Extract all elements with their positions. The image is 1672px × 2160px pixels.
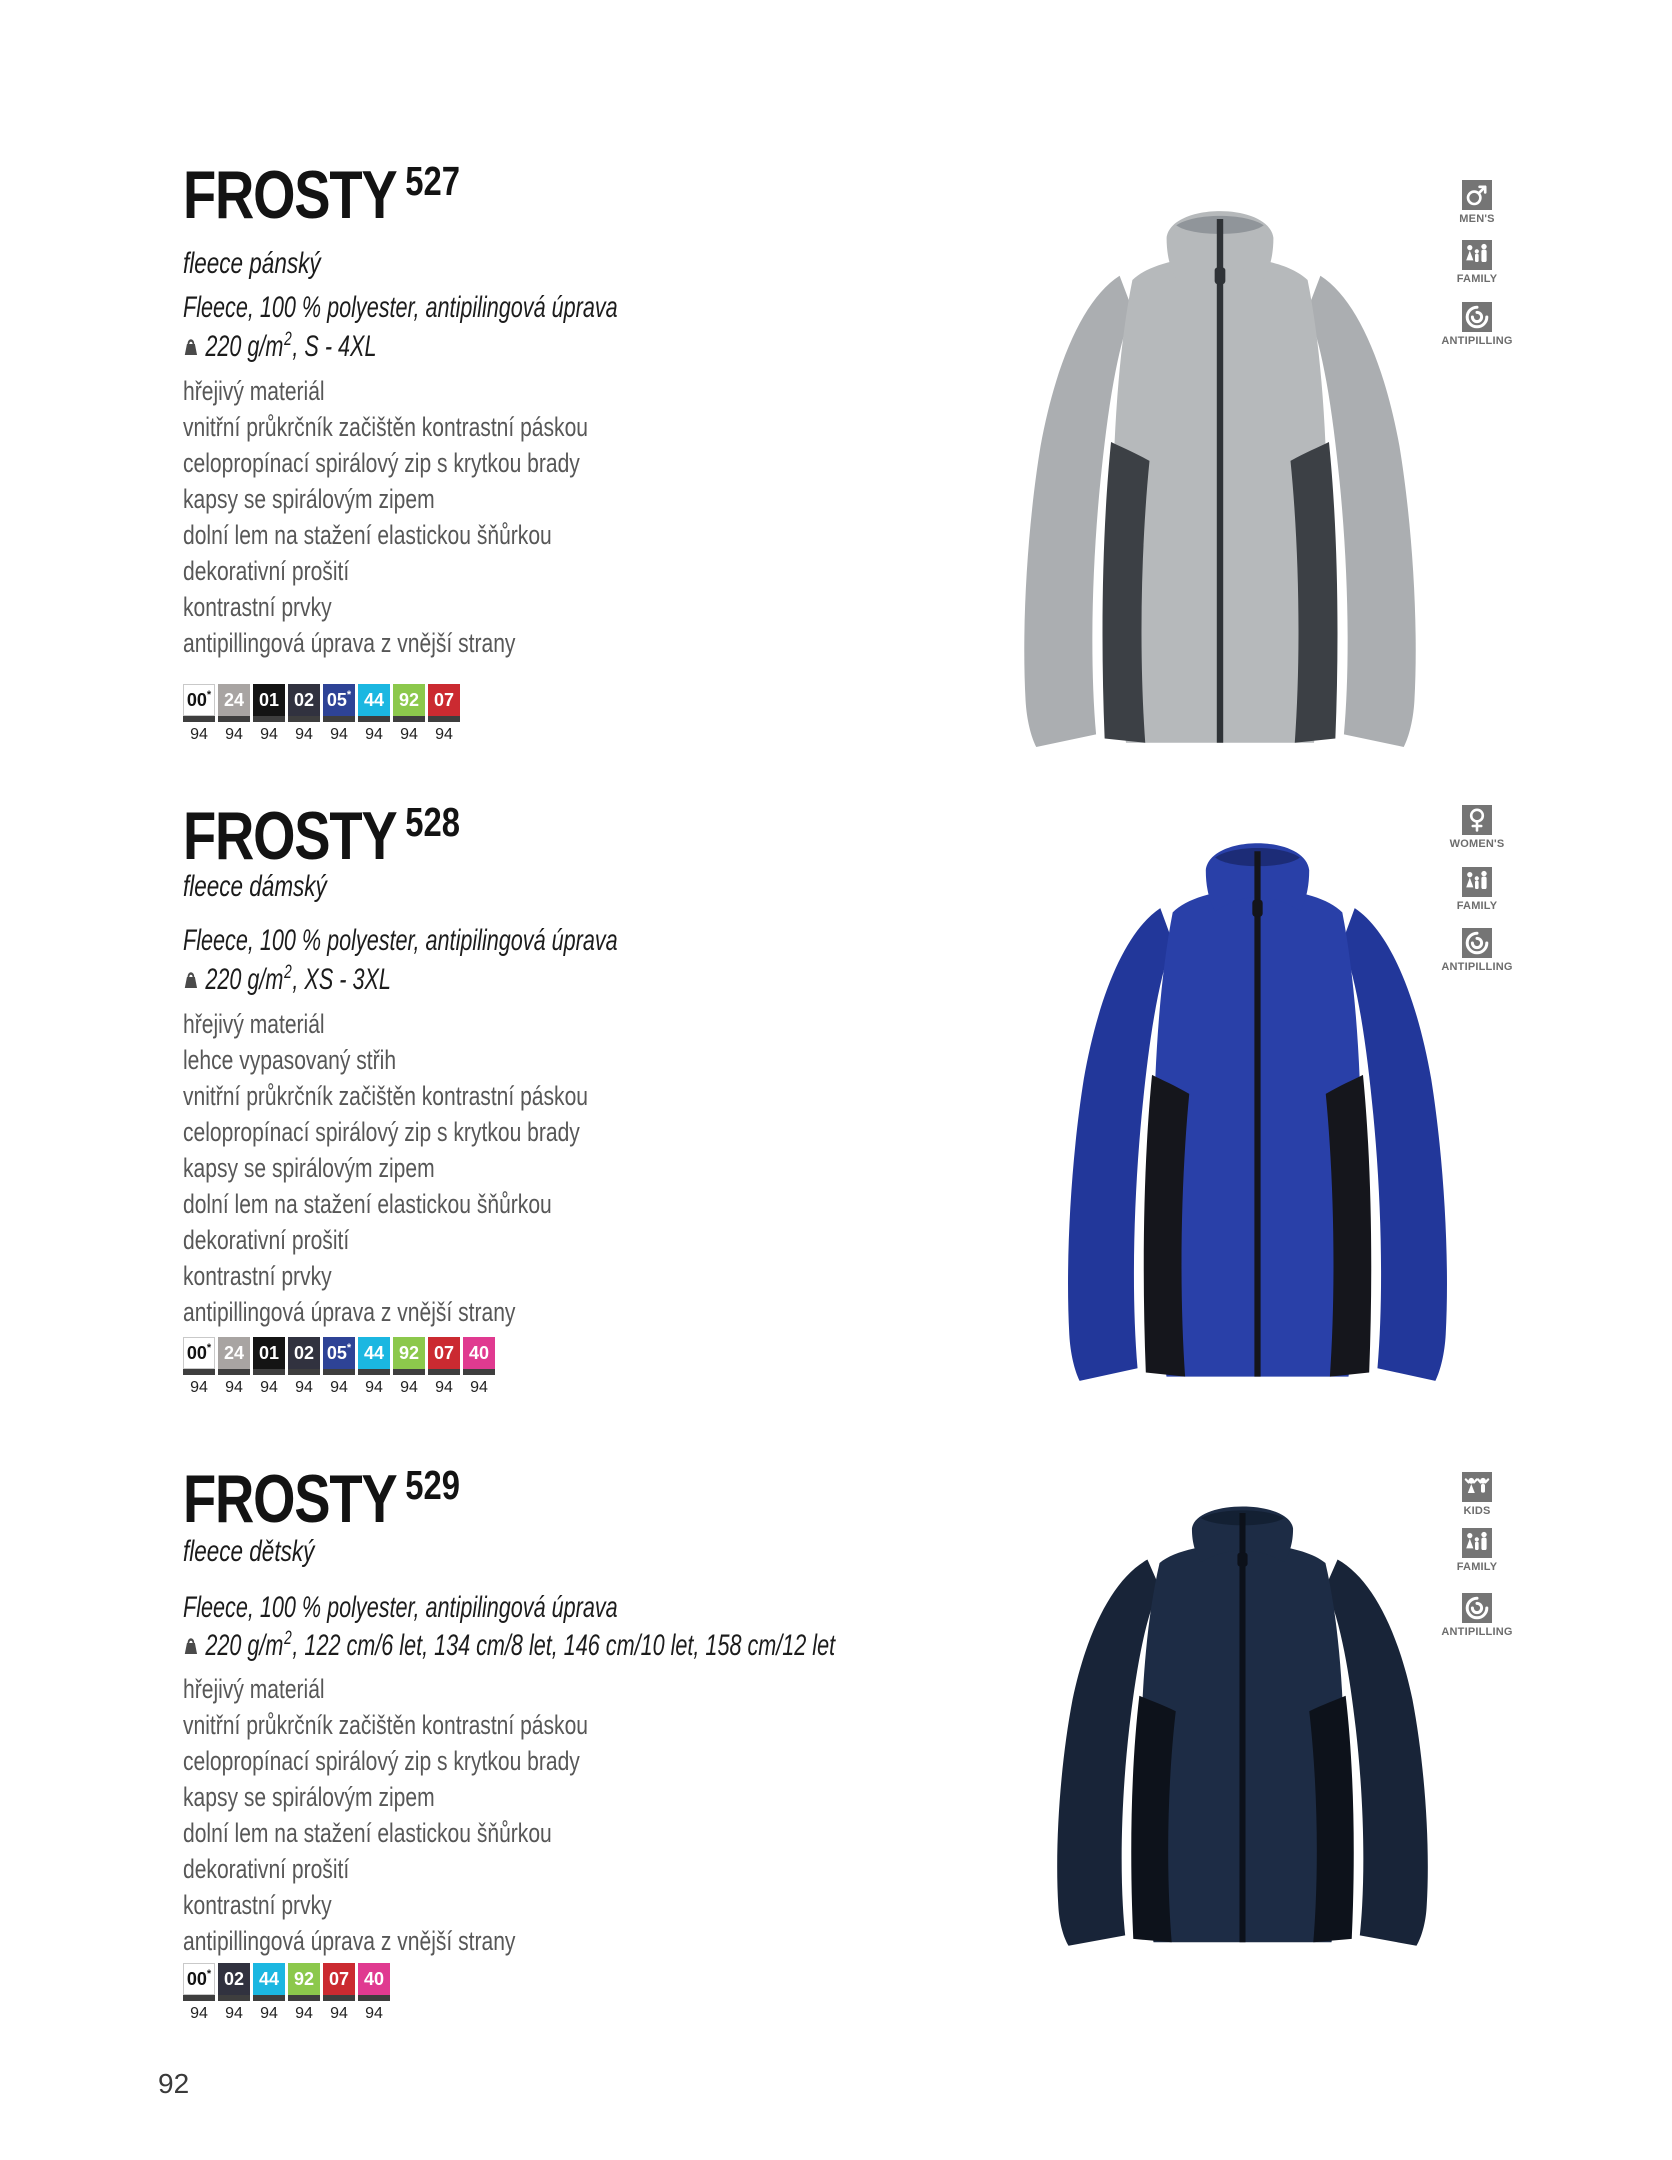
product-code: 527 (405, 158, 460, 204)
jacket-zipper (1217, 219, 1223, 743)
color-swatch-row (183, 1963, 390, 2023)
color-chip: 92 (288, 1963, 320, 1995)
feature-list (183, 373, 588, 661)
chip-size: 94 (330, 2005, 348, 2022)
chip-bar (463, 1369, 495, 1375)
color-swatch (393, 684, 425, 744)
badge-mens (1459, 180, 1495, 225)
color-chip: 92 (393, 684, 425, 716)
badge-womens (1449, 805, 1505, 850)
family-icon (1462, 1528, 1492, 1558)
chip-size: 94 (330, 726, 348, 743)
feature-line: vnitřní průkrčník začištěn kontrastní páskou (183, 412, 589, 442)
feature-line: hřejivý materiál (183, 376, 325, 406)
chip-size: 94 (400, 1379, 418, 1396)
color-swatch (183, 1337, 215, 1397)
chip-bar (253, 1995, 285, 2001)
jacket-zipper-pull (1237, 1553, 1247, 1567)
color-swatch-row (183, 684, 460, 744)
color-chip: 01 (253, 684, 285, 716)
feature-line: antipillingová úprava z vnější strany (183, 1926, 516, 1956)
color-swatch (463, 1337, 495, 1397)
womens-icon (1462, 805, 1492, 835)
color-swatch (218, 1337, 250, 1397)
chip-size: 94 (365, 2005, 383, 2022)
feature-line: hřejivý materiál (183, 1674, 325, 1704)
color-chip: 00 * (183, 684, 215, 716)
chip-bar (288, 1369, 320, 1375)
color-swatch (323, 1337, 355, 1397)
feature-line: antipillingová úprava z vnější strany (183, 1297, 516, 1327)
product-code: 528 (405, 799, 460, 845)
color-swatch (428, 1337, 460, 1397)
color-chip: 02 (218, 1963, 250, 1995)
color-swatch (183, 684, 215, 744)
color-chip: 00 * (183, 1337, 215, 1369)
weight-line (183, 1628, 835, 1663)
color-chip: 40 (463, 1337, 495, 1369)
jacket-zipper-pull (1215, 267, 1226, 284)
weight-text: 220 $g/m^2$, S - 4XL (205, 329, 377, 363)
chip-size: 94 (190, 2005, 208, 2022)
color-swatch (358, 1963, 390, 2023)
badge-kids (1462, 1472, 1492, 1517)
badge-label: MEN'S (1459, 213, 1495, 225)
chip-bar (358, 1369, 390, 1375)
kids-icon (1462, 1472, 1492, 1502)
antipilling-icon (1462, 1593, 1492, 1623)
color-swatch (253, 1337, 285, 1397)
product-name: FROSTY (183, 798, 397, 874)
badge-family (1456, 867, 1498, 912)
color-chip: 02 (288, 684, 320, 716)
color-swatch (253, 684, 285, 744)
badge-family (1456, 240, 1498, 285)
color-swatch (358, 1337, 390, 1397)
chip-size: 94 (225, 2005, 243, 2022)
chip-bar (428, 1369, 460, 1375)
feature-line: dolní lem na stažení elastickou šňůrkou (183, 520, 552, 550)
chip-size: 94 (470, 1379, 488, 1396)
chip-bar (428, 716, 460, 722)
product-subtitle: fleece dětský (183, 1535, 315, 1568)
product-title (183, 1463, 460, 1535)
chip-bar (183, 1369, 215, 1375)
weight-line (183, 962, 391, 997)
badge-label: ANTIPILLING (1441, 961, 1513, 973)
chip-bar (358, 716, 390, 722)
feature-line: dekorativní prošití (183, 1225, 350, 1255)
chip-bar (358, 1995, 390, 2001)
feature-line: dolní lem na stažení elastickou šňůrkou (183, 1818, 552, 1848)
color-chip: 24 (218, 684, 250, 716)
color-swatch (218, 684, 250, 744)
color-chip: 24 (218, 1337, 250, 1369)
color-swatch (393, 1337, 425, 1397)
chip-bar (288, 716, 320, 722)
chip-size: 94 (435, 726, 453, 743)
mens-icon (1462, 180, 1492, 210)
product-photo-mens-fleece (985, 158, 1455, 768)
material-line: Fleece, 100 % polyester, antipilingová úprava (183, 291, 618, 324)
badge-label: FAMILY (1456, 900, 1498, 912)
family-icon (1462, 867, 1492, 897)
color-swatch-row (183, 1337, 495, 1397)
chip-bar (253, 716, 285, 722)
chip-bar (218, 716, 250, 722)
product-title (183, 800, 460, 872)
family-icon (1462, 240, 1492, 270)
feature-list (183, 1006, 588, 1330)
badge-antipilling (1441, 1593, 1513, 1638)
chip-size: 94 (400, 726, 418, 743)
color-swatch (183, 1963, 215, 2023)
feature-line: kontrastní prvky (183, 592, 332, 622)
chip-size: 94 (225, 726, 243, 743)
badge-label: WOMEN'S (1449, 838, 1505, 850)
color-chip: 07 (323, 1963, 355, 1995)
badge-label: FAMILY (1456, 1561, 1498, 1573)
color-chip: 05 * (323, 684, 355, 716)
weight-line (183, 329, 376, 364)
feature-line: kapsy se spirálovým zipem (183, 1153, 435, 1183)
chip-bar (183, 716, 215, 722)
chip-size: 94 (295, 726, 313, 743)
chip-bar (323, 1369, 355, 1375)
product-name: FROSTY (183, 1461, 397, 1537)
badge-label: ANTIPILLING (1441, 335, 1513, 347)
product-subtitle: fleece pánský (183, 247, 321, 280)
product-code: 529 (405, 1462, 460, 1508)
color-chip: 44 (253, 1963, 285, 1995)
chip-bar (323, 716, 355, 722)
chip-size: 94 (260, 1379, 278, 1396)
feature-line: celopropínací spirálový zip s krytkou brady (183, 1746, 580, 1776)
color-chip: 92 (393, 1337, 425, 1369)
feature-line: kontrastní prvky (183, 1890, 332, 1920)
weight-text: 220 $g/m^2$, XS - 3XL (205, 962, 391, 996)
chip-bar (323, 1995, 355, 2001)
chip-size: 94 (435, 1379, 453, 1396)
color-chip: 07 (428, 1337, 460, 1369)
chip-size: 94 (295, 2005, 313, 2022)
chip-size: 94 (260, 726, 278, 743)
product-photo-kids-fleece (1020, 1463, 1465, 1963)
chip-bar (218, 1369, 250, 1375)
feature-line: vnitřní průkrčník začištěn kontrastní páskou (183, 1081, 589, 1111)
feature-line: vnitřní průkrčník začištěn kontrastní páskou (183, 1710, 589, 1740)
color-swatch (253, 1963, 285, 2023)
feature-line: celopropínací spirálový zip s krytkou brady (183, 448, 580, 478)
chip-size: 94 (260, 2005, 278, 2022)
chip-size: 94 (295, 1379, 313, 1396)
weight-icon (183, 1636, 199, 1656)
chip-size: 94 (365, 726, 383, 743)
antipilling-icon (1462, 928, 1492, 958)
feature-line: kontrastní prvky (183, 1261, 332, 1291)
color-chip: 05 * (323, 1337, 355, 1369)
color-swatch (428, 684, 460, 744)
product-title (183, 159, 460, 231)
antipilling-icon (1462, 302, 1492, 332)
chip-bar (393, 1369, 425, 1375)
color-chip: 07 (428, 684, 460, 716)
product-subtitle: fleece dámský (183, 870, 327, 903)
color-chip: 00 * (183, 1963, 215, 1995)
jacket-zipper (1239, 1513, 1245, 1942)
badge-label: FAMILY (1456, 273, 1498, 285)
weight-text: 220 $g/m^2$, 122 cm/6 let, 134 cm/8 let, 146 cm/10 let, 158 cm/12 let (205, 1628, 836, 1662)
feature-list (183, 1671, 588, 1959)
feature-line: celopropínací spirálový zip s krytkou brady (183, 1117, 580, 1147)
color-chip: 01 (253, 1337, 285, 1369)
color-swatch (323, 684, 355, 744)
badge-antipilling (1441, 928, 1513, 973)
material-line: Fleece, 100 % polyester, antipilingová úprava (183, 924, 618, 957)
feature-line: antipillingová úprava z vnější strany (183, 628, 516, 658)
badge-label: ANTIPILLING (1441, 1626, 1513, 1638)
jacket-zipper-pull (1252, 900, 1262, 917)
feature-line: dekorativní prošití (183, 1854, 350, 1884)
feature-line: kapsy se spirálovým zipem (183, 1782, 435, 1812)
material-line: Fleece, 100 % polyester, antipilingová úprava (183, 1591, 618, 1624)
jacket-zipper (1254, 851, 1260, 1376)
badge-antipilling (1441, 302, 1513, 347)
badge-family (1456, 1528, 1498, 1573)
color-chip: 44 (358, 1337, 390, 1369)
chip-size: 94 (190, 1379, 208, 1396)
chip-bar (393, 716, 425, 722)
chip-bar (218, 1995, 250, 2001)
color-chip: 02 (288, 1337, 320, 1369)
feature-line: dolní lem na stažení elastickou šňůrkou (183, 1189, 552, 1219)
chip-size: 94 (190, 726, 208, 743)
color-swatch (288, 1963, 320, 2023)
color-chip: 40 (358, 1963, 390, 1995)
color-swatch (323, 1963, 355, 2023)
feature-line: dekorativní prošití (183, 556, 350, 586)
chip-size: 94 (225, 1379, 243, 1396)
chip-bar (253, 1369, 285, 1375)
color-chip: 44 (358, 684, 390, 716)
chip-size: 94 (330, 1379, 348, 1396)
weight-icon (183, 337, 199, 357)
chip-bar (183, 1995, 215, 2001)
badge-label: KIDS (1463, 1505, 1491, 1517)
product-name: FROSTY (183, 157, 397, 233)
color-swatch (358, 684, 390, 744)
feature-line: hřejivý materiál (183, 1009, 325, 1039)
product-photo-womens-fleece (1030, 790, 1485, 1402)
color-swatch (288, 684, 320, 744)
page-number: 92 (158, 2068, 190, 2099)
chip-bar (288, 1995, 320, 2001)
feature-line: lehce vypasovaný střih (183, 1045, 397, 1075)
color-swatch (288, 1337, 320, 1397)
feature-line: kapsy se spirálovým zipem (183, 484, 435, 514)
weight-icon (183, 970, 199, 990)
chip-size: 94 (365, 1379, 383, 1396)
color-swatch (218, 1963, 250, 2023)
